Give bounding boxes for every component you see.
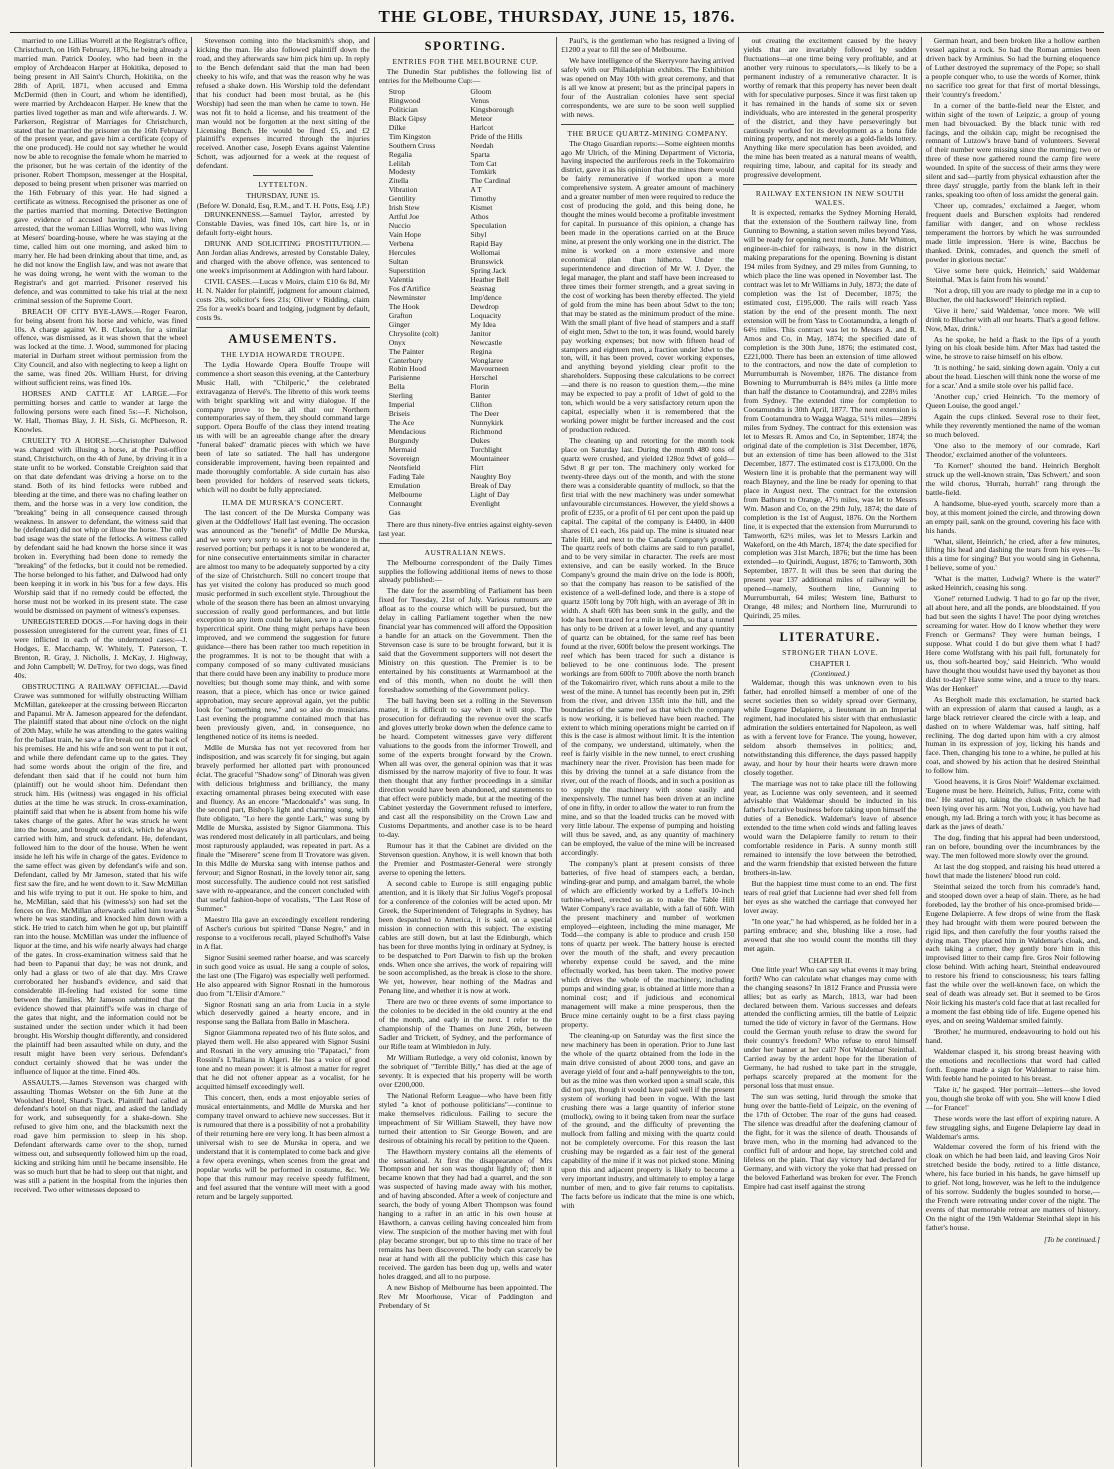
entry-name: Pride of the Hills xyxy=(470,131,523,141)
lydia-heading: THE LYDIA HOWARDE TROUPE. xyxy=(220,349,346,359)
paragraph: 'Take it,' he gasped. 'Her portrait—letters—she loved you, though she broke off with you. She will know I died—for France!' xyxy=(925,1084,1101,1112)
chapter-2-heading: CHAPTER II. xyxy=(808,955,852,965)
entry-name: Seasnag xyxy=(470,283,496,293)
entry-name: The Ace xyxy=(388,418,415,428)
entry-name: Tomkirk xyxy=(470,167,497,177)
paragraph: OBSTRUCTING A RAILWAY OFFICIAL.—David Crawe was summoned for wilfully obstructing William McMillan, gatekeeper at the crossing between Riccarton and Papanui. Mr A. Jameson appeared for the defendant. The plaintiff stated that about nine o'clock on the night of 20th May, while he was attending to the gates waiting for the ballast train, he saw a fire break out at the back of his premises. He and his wife and son went to put it out, and while there defendant came up to the gates. They had some words about the origin of the fire, and defendant then said that if he could not burn him (plaintiff) out he would shoot him. Defendant then struck him. His (witness) was engaged in his official duties at the time he was struck. In cross-examination, plaintiff said that when he is absent from home his wife takes charge of the gates. After he was struck he went into the house, and brought out a stick, which he always carried with him, and struck defendant. He, defendant, followed him to the door of the house. When he went inside he left his wife in charge of the gates. Evidence to the same effect was given by defendant's wife and son. Defendant, called by Mr Jameson, stated that his wife first saw the fire, and he went down to it. Saw McMillan and his wife trying to put it out. He spoke to him, and he, McMillan, said that his (witness's) son had set the fences on fire. McMillan afterwards called him towards where he was standing, and knocked him down with a stick. He tried to catch him when he got up, but plaintiff ran into the house. McMillan was under the influence of liquor at the time, and his wife nearly always had charge of the gates. In cross-examination witness said that he had been to Papanui that day; he was not drunk, and only had a glass or two of ale that day. Mrs Crawe corroborated her husband's evidence, and said that considerable ill-feeling had existed for some time between the families. Mr Jameson submitted that the evidence showed that plaintiff's wife was in charge of the gates that night, and the information could not be sustained under the section under which it had been brought. His Worship thought differently, and considered the plaintiff had been assaulted while on duty, and the result might have been very serious. Defendant's conduct certainly showed that he was under the influence of liquor at the time. Fined 40s. xyxy=(14,681,188,1076)
entry-name: Valentia xyxy=(388,274,414,284)
paragraph: 'Brother,' he murmured, endeavouring to hold out his hand. xyxy=(925,1027,1101,1045)
paragraph: The Otago Guardian reports:—Some eighteen months ago Mr Ulrich, of the Mining Department of Victoria, having inspected the auriferous reefs in the Tokomairiro district, gave it as his opinion that the mines there would be fairly remunerative if worked upon a more comprehensive system. A greater amount of machinery and a greater number of men were required to reduce the cost of producing the gold, and this being done, he thought the mines would become a profitable investment for capital. In pursuance of this opinion, a change has been made in the operations carried on at the Bruce mine, at present the only working one in the district. The mine is worked on a more extensive and more economical plan than hitherto. Under the superintendence and direction of Mr W. J. Dyer, the legal manager, the plant and staff have been increased to three times their former strength, and a great saving in the cost of working has been thereby effected. The yield of gold from the mine has been about 5dwt to the ton; that may be stated as the minimum product of the mine. With the small plant of five head of stampers and a staff of eight men, 5dwt to the ton, it was found, would barely pay working expenses; but now with fifteen head of stampers and eighteen men, a fraction under 3dwt to the ton, will, it has been proved, cover working expenses, and anything beyond yielding clear profit to the shareholders. Supposing these calculations to be correct—and there is no reason to question them,—the mine may be expected to pay a profit of 1dwt of gold to the ton, which would be a very satisfactory return upon the capital, especially when it is remembered that the working power might be further increased and the cost of production reduced. xyxy=(561,138,735,435)
entry-name: Wonglaree xyxy=(470,355,504,365)
masthead: THE GLOBE, THURSDAY, JUNE 15, 1876. xyxy=(378,7,736,26)
entry-name: Heather Bell xyxy=(470,274,509,284)
entry-name: Mendacious xyxy=(388,427,426,437)
entry-name: Modesty xyxy=(388,167,416,177)
railway-heading: RAILWAY EXTENSION IN NEW SOUTH WALES. xyxy=(755,189,905,208)
bruce-mining-heading: THE BRUCE QUARTZ-MINING COMPANY. xyxy=(567,128,728,138)
entry-name: Imp'dence xyxy=(470,292,502,302)
entry-name: Newcastle xyxy=(470,337,503,347)
paragraph: As Bergholt made this exclamation, he started back with an expression of alarm that caused a laugh, as a large black retriever cleared the circle with a leap, and dashed on to where Waldemar was, half sitting, half reclining. The dog darted upon him with a cry almost human in its expression of joy, licking his hands and face. Then, changing his tone to a whine, he pulled at his coat, and showed by his action that he desired Steinthal to follow him. xyxy=(925,694,1101,776)
paragraph: German heart, and been broken like a hollow earthen vessel against a rock. So had the Roman armies been driven back by Arminius. So had the burning eloquence of Luther destroyed the supremacy of the Pope; so shall a people conquer who, to use the words of Korner, think no sacrifice too great for that first of mortal blessings, their 'country's freedom.' xyxy=(925,37,1101,99)
entry-name: The Deer xyxy=(470,409,499,419)
paragraph: Waldemar, though this was unknown even to his father, had enrolled himself a member of one of the secret societies then so widely spread over Germany, while Eugene Delapierre, a lieutenant in an Imperial regiment, had inoculated his sister with that enthusiastic admiration the soldiers entertained for Napoleon, as well as with a fervent love for France. The young, however, seldom absorb themselves in politics; and, notwithstanding this difference, the days passed happily away, and hour by hour their hearts were drawn more closely together. xyxy=(743,678,917,777)
lyttelton-heading: LYTTELTON. xyxy=(258,180,308,190)
paragraph: These words were the last effort of expiring nature. A few struggling sighs, and Eugene Delapierre lay dead in Waldemar's arms. xyxy=(925,1113,1101,1141)
entry-name: Burgundy xyxy=(388,436,419,446)
entry-name: Strop xyxy=(388,86,406,96)
entries-list xyxy=(389,88,552,518)
entry-name: Mountaineer xyxy=(470,453,510,463)
paragraph: As he spoke, he held a flask to the lips of a youth lying on his cloak beside him. After Max had tasted the wine, he strove to raise himself on his elbow. xyxy=(925,334,1101,362)
entry-name: Gloom xyxy=(470,86,492,96)
entry-name: Neotsfield xyxy=(388,462,421,472)
entry-name: Sultan xyxy=(388,257,409,267)
paragraph: Waldemar clasped it, his strong breast heaving with the emotions and recollections that word had called forth. Eugene made a sign for Waldemar to raise him. With feeble hand he pointed to his breast. xyxy=(925,1046,1101,1083)
paragraph: CIVIL CASES.—Lucas v Moirs, claim £10 6s 8d, Mr H. N. Nalder for plaintiff, judgment for amount claimed, costs 20s, solicitor's fees 21s; Oliver v Ridding, claim 25s for a week's board and lodging, judgment by default, costs 9s. xyxy=(196,276,370,322)
paragraph: out creating the excitement caused by the heavy yields that are invariably followed by sudden fluctuations—at one time being very profitable, and at another very ruinous to speculators,—is likely to be a permanent industry of a remunerative character. It is worthy of remark that this property has never been dealt with for speculative purposes. Since it was first taken up it has remained in the hands of some six or seven individuals, who are interested in the general prosperity of the district, and they have perseveringly but cautiously worked for its development as a bona fide mining property, and not merely as a gold-fields lottery. Anything like mere speculation has been avoided, and the mine has been treated as a natural means of wealth, requiring time, labour, and capital for its steady and progressive development. xyxy=(743,37,917,180)
entry-name: Zitella xyxy=(388,176,409,186)
paragraph: ASSAULTS.—James Stevenson was charged with assaulting Thomas Webster on the 6th June at the Woolshed Hotel, Shand's Track. Plaintiff had called at defendant's hotel on that night, and asked the landlady for work, and subsequently for a shake-down. She refused to give him one, and the blacksmith next the road gave him permission to sleep in his shop. Defendant afterwards came over to the shop, turned witness out, and subsequently followed him up the road, kicking and striking him until he became insensible. He was so much hurt that he had to sleep out that night, and was still a patient in the hospital from the injuries then received. Two other witnesses deposed to xyxy=(14,1077,188,1195)
ilma-heading: ILMA DE MURSKA'S CONCERT. xyxy=(222,498,344,508)
sporting-heading: SPORTING. xyxy=(424,39,507,53)
paragraph: BREACH OF CITY BYE-LAWS.—Roger Fearon, for being absent from his horse and vehicle, was fined 10s. A charge against W. B. Clarkson, for a similar offence, was dismissed, as it was shown that the wheel was locked at the time. J. Wood, summoned for placing material in Durham street without permission from the City Council, and also with neglecting to keep a light on the same, was fined 20s. William Hurst, for driving without sufficient reins, was fined 10s. xyxy=(14,306,188,388)
australian-news-heading: AUSTRALIAN NEWS. xyxy=(424,547,507,557)
entry-name: Break of Day xyxy=(470,480,512,490)
paragraph: HORSES AND CATTLE AT LARGE.—For permitting horses and cattle to wander at large the following persons were each fined 5s:—F. Nicholson, W. Hall, Thomas Blay, J. H. Sisls, G. McPherson, R. Knowles. xyxy=(14,389,188,434)
entry-name: Sterling xyxy=(388,391,413,401)
entry-name: Gas xyxy=(388,507,401,517)
entry-name: Speculation xyxy=(470,221,507,231)
entry-name: Bella xyxy=(388,382,405,392)
entry-name: Grafton xyxy=(388,310,413,320)
entry-name: A T xyxy=(470,185,482,195)
entry-name: Mermaid xyxy=(388,445,417,455)
entry-name: Politician xyxy=(388,104,418,114)
paragraph: Stevenson coming into the blacksmith's shop, and kicking the man. He also followed plaintiff down the road, and they afterwards saw him pick him up. In reply to the Bench defendant said that the man had been cheeky to his wife, and that was the reason why he was refused a shake down. His Worship told the defendant that his conduct had been most brutal, as he (his Worship) had seen the man when he came to town. He was not fit to hold a license, and his treatment of the man would not be forgotten at the next sitting of the Licensing Bench. He would be fined £5, and £2 plaintiff's expenses incurred through the injuries received. Another case, Joseph Evans against Valentine Schott, was adjourned for a week at the request of defendant. xyxy=(196,37,370,171)
entry-name: Loquacity xyxy=(470,310,502,320)
paragraph: Paul's, is the gentleman who has resigned a living of £1200 a year to fill the see of Melbourne. xyxy=(561,37,735,54)
entry-name: Kismet xyxy=(470,203,493,213)
entry-name: Richmond xyxy=(470,427,503,437)
divider xyxy=(196,327,369,328)
entries-right xyxy=(470,88,552,518)
divider xyxy=(561,124,734,125)
entry-name: Gentility xyxy=(388,194,416,204)
assault-continued-text xyxy=(196,37,369,171)
entry-name: Vibration xyxy=(388,185,418,195)
divider xyxy=(253,175,313,176)
paragraph: Signor Susini seemed rather hoarse, and was scarcely in such good voice as usual. He sang a couple of solos, the last one (The Figaro) was especially well performed. He also appeared with Signor Rosnati in the humorous duo from "L'Elisir d'Amore." xyxy=(196,952,370,998)
entry-name: Naughty Boy xyxy=(470,471,512,481)
entry-name: Light of Day xyxy=(470,489,510,499)
entry-name: My Idea xyxy=(470,319,496,329)
entry-name: Ringwood xyxy=(388,95,421,105)
entry-name: Artful Joe xyxy=(388,212,420,222)
entry-name: Briseis xyxy=(388,409,410,419)
paragraph: The cleaning up and retorting for the month took place on Saturday last. During the month 480 tons of quartz were crushed, and yielded 128oz 9dwt of gold—5dwt 8 gr per ton. The machinery only worked for twenty-three days out of the month, and with the stone there was a considerable quantity of mullock, so that the first trial with the new machinery was under somewhat unfavourable circumstances. However, the yield shows a profit of £235, or a profit of 61 per cent upon the paid up capital. The capital of the company is £4400, in 4400 shares of £1 each, 16s paid up. The mine is situated near Table Hill, and next to the Canada Company's ground. The quartz reefs of both claims are said to run parallel, and to be very similar in character. The reefs are most extensive, and can be easily worked. In the Bruce Company's ground the main drive on the lode is 800ft, so that the company has reason to be satisfied of the existence of a well-defined lode, and there is a stope of quartz 150ft long by 70ft high, with an average of 3ft in width. A shaft 60ft has been sunk in the gully, and the lode has been traced for a mile in length, so that a tunnel has only to be driven at a lower level, and any quantity of quartz can be obtained, for the same reef has been found at the river, 600ft below the present workings. The reef which has been traced for such a distance is believed to be one continuous lode. The present workings are from 600ft to 700ft above the north branch of the Tokomairiro river, which runs about a mile to the west of the mine. A tunnel has recently been put in, 29ft from the river, and driven 135ft into the hill, and the boundaries of the same reef as that which the company is now working, it is believed have been reached. The extent to which mining operations might be carried on if this is the case is almost without limit. It is the intention of the company, we understand, ultimately, when the reef is fairly visible in the new tunnel, to erect crushing machinery near the river. Provision has been made for this by driving the tunnel at a safe distance from the river, out of the reach of floods, and in such a position as to supply the machinery with stone easily and inexpensively. The tunnel has been driven at an incline of one in fifty, in order to allow the water to run from the mine, and so that the loaded trucks can be moved with very little labour. The expense of pumping and hoisting will thus be saved, and, as any quantity of machinery can be employed, the value of the mine will be increased accordingly. xyxy=(561,436,735,857)
paragraph: The ball having been set a rolling in the Stevenson matter, it is difficult to say when it will stop. The prosecution for defrauding the revenue over the scarfs and gloves utterly broke down when the defence came to be heard. Competent witnesses gave very different valuations to the goods from the informer Trowell, and some of the experts brought forward by the Crown. When all was over, the general opinion was that it was dismissed by the narrow majority of five to four. It was then thought that any further proceedings in a similar direction would have been abandoned, and statements to that effect were publicly made, but at the meeting of the Cabinet yesterday the Government refused to interfere, and cast all the responsibility on the Crown Law and Customs Departments, and another case is to be heard to-day. xyxy=(378,695,553,840)
entries-summary xyxy=(379,521,552,539)
entry-name: Venus xyxy=(470,95,489,105)
entry-name: Onyx xyxy=(388,337,406,347)
paragraph: UNREGISTERED DOGS.—For having dogs in their possession unregistered for the current year, fines of £1 were inflicted in each of the undernoted cases:—J. Hodges, E. Macchamp, W. Whitely, T. Paterson, T. Brenton, R. Gray, J. Nicholls, J. McKay, J. Highway, and John Campbell; W. DeTroy, for two dogs, was fined 40s. xyxy=(14,617,188,680)
australian-news-continued xyxy=(561,37,734,120)
paragraph: The Lydia Howarde Opera Bouffe Troupe will commence a short season this evening, at the Canterbury Music Hall, with "Chilperic," the celebrated extravaganza of Hervé's. The libretto of this work teems with bright sparkling wit and witty dialogue. If the company prove to be all that our Northern contemporaries say of them, they should command large support. Opera Bouffe of the class they intend treating us with will be an agreeable change after the dreary "funeral baked" dramatic pieces with which we have been of late so satiated. The hall has undergone considerable improvement, having been repainted and made thoroughly comfortable. A side curtain has also been provided for holders of reserved seats tickets, which will no doubt be fully appreciated. xyxy=(196,359,370,495)
continued-label: (Continued.) xyxy=(810,669,850,679)
entry-name: Dewdrop xyxy=(470,301,499,311)
divider xyxy=(743,625,916,626)
chapter-1-heading: CHAPTER I. xyxy=(809,659,851,669)
melbourne-cup-heading: ENTRIES FOR THE MELBOURNE CUP. xyxy=(392,57,539,66)
paragraph: This concert, then, ends a most enjoyable series of musical entertainments, and Mdlle de Murska and her company travel onward to achieve new successes. But it is rumoured that there is a possibility of not a probability of their returning here ere very long. It has been almost a universal wish to see de Murska in opera, and we understand that it is contemplated to come back and give a few opera evenings, when scenes from the great and popular works will be performed in costume, &c. We hope that this rumour may receive speedy fulfilment, and feel assured that the venture will meet with a good return and be largely supported. xyxy=(196,1093,370,1201)
entry-name: Emulation xyxy=(388,480,421,490)
paragraph: The cleaning-up on Saturday was the first since the new machinery has been in operation. Prior to June last the whole of the quartz obtained from the lode in the main drive consisted of about 2000 tons, and gave an average yield of four and a-half pennyweights to the ton, but as the mine was then worked upon a small scale, this did not pay, though it would have paid well if the present system of working had been in vogue. With the last crushing there was a large quantity of inferior stone (mullock), owing to it being taken from near the surface of the ground, and the difficulty of preventing the mullock from falling and mixing with the quartz could not be completely overcome. For this reason the last crushing may be regarded as a fair test of the general capability of the mine if it was not picked stone. Mining upon this and adjacent property is likely to become a very important industry, and ultimately to employ a large number of men, and to give fair returns to capitalists. The facts before us indicate that the mine is one which, with xyxy=(561,1030,735,1211)
entries-left xyxy=(389,88,471,518)
paragraph: DRUNK AND SOLICITING PROSTITUTION.—Ann Jordan alias Andrews, arrested by Constable Daley, and charged with the above offence, was sentenced to one week's imprisonment at Addington with hard labour. xyxy=(196,239,370,276)
australian-news-text xyxy=(379,559,552,1311)
lyttelton-date: THURSDAY, JUNE 15. xyxy=(246,191,320,201)
paragraph: 'Not a drop, till you are ready to pledge me in a cup to Blucher, the old hacksword!' Heinrich replied. xyxy=(925,285,1101,304)
railway-text xyxy=(743,209,916,621)
entry-name: Herschel xyxy=(470,373,498,383)
paragraph: A handsome, blue-eyed youth, scarcely more than a boy, at this moment joined the circle, and throwing down an empty pail, sank on the ground, covering his face with his hands. xyxy=(925,498,1101,535)
column-3 xyxy=(375,37,557,1467)
entry-name: Meteor xyxy=(470,113,493,123)
entry-name: Dilke xyxy=(388,122,406,132)
amusements-heading: AMUSEMENTS. xyxy=(228,331,338,346)
entry-name: Kingsborough xyxy=(470,104,514,114)
paragraph: A second cable to Europe is still engaging public attention, and it is likely that Sir Julius Vogel's proposal for a conference of the colonies will be acted upon. Mr Greek, the Superintendent of Telegraphs in Sydney, has been despatched to America, it is said, on a special mission in connection with this subject. The existing cables are still down, but at last the Edinburgh, which has been for three months lying in ordinary at Sydney, is to be despatched to Port Darwin to fish up the broken ends. When once she arrives, the work of repairing will be soon accomplished, as the break is close to the shore. We yet, however, hear nothing of the Madras and Penang line, and whether it is now at work. xyxy=(378,878,553,996)
paragraph: Signor Giammona repeated two of his flute solos, and played them well. He also appeared with Signor Susini and Rosnati in the very amusing trio "Papataci," from Rossini's L'Italiana in Algeri. He has a voice of good tone and no mean power: it is almost a matter for regret that he did not oftener appear as a vocalist, for he acquitted himself exceedingly well. xyxy=(196,1028,370,1092)
paragraph: We have intelligence of the Skerryvore having arrived safely with our Philadelphian exhibits. The Exhibition was opened on May 10th with great ceremony, and that is all we know at present; but as the principal papers in four of the Australian colonies have sent special correspondents, we are sure to be soon well supplied with news. xyxy=(561,55,735,119)
entry-name: Newminster xyxy=(388,292,426,302)
paragraph: Signor Rosnati sang an aria from Lucia in a style which deservedly gained a hearty encore, and in response sang the Ballata from Ballo in Maschera. xyxy=(196,999,370,1027)
entry-name: Chrysolite (colt) xyxy=(388,328,439,338)
entry-name: Torchlight xyxy=(470,445,502,455)
chapter-2-text xyxy=(743,966,916,1192)
paragraph: In a corner of the battle-field near the Elster, and within sight of the town of Leipzic, a group of young men had bivouacked. By the black tunic with red facings, and the oilskin cap, might be recognised the remnant of Lutzow's brave band of volunteers. Several of their number were missing since the morning; two or three of these now gathered round the camp fire were wounded. In spite of the success of their arms they were silent and sad—partly from physical exhaustion after the three days' struggle, partly from the blank left in their ranks, speaking too often of loss amidst the general gain. xyxy=(925,100,1101,200)
literature-heading: LITERATURE. xyxy=(779,630,881,645)
paragraph: 'Another cup,' cried Heinrich. 'To the memory of Queen Louise, the good angel.' xyxy=(925,392,1101,411)
lyttelton-text xyxy=(196,211,369,322)
column-1 xyxy=(10,37,192,1467)
paragraph: 'To Korner!' shouted the band. Heinrich Bergholt struck up the well-known strain, 'Das Schwert,' and soon the wild chorus, 'Hurrah, hurrah!' rang through the battle-field. xyxy=(925,460,1101,497)
entry-name: Wollomai xyxy=(470,248,501,258)
columns xyxy=(10,37,1104,1467)
paragraph: married to one Lillias Worrell at the Registrar's office, Christchurch, on 16th February, 1876, he being already a married man. Patrick Dooley, who had been in the employ of Archdeacon Harper at Hokitika, deposed to being present in All Saint's Church, Hokitika, on the 28th of April, 1871, when accused and Emma McDermid (then in Court, and whom he identified), were married by Archdeacon Harper. He knew that the parties lived together as man and wife afterwards. J. W. Parkerson, Registrar of Marriages for Christchurch, stated that he married the prisoner on the 16th February of the present year, and gave him a certificate (copy of the one produced). He could not say whether he would now be able to recognise the female whom he married to the prisoner, but he was certain of the identity of the prisoner. Robert Thompson, messenger at the Hospital, deposed to being present when prisoner was married on the 16th February of this year. He had signed a certificate as witness. Recognised the prisoner as one of the parties married that morning. Detective Bettington gave evidence of accused having told him, when arrested, that the woman Lillias Worrell, who was living at Mesers' boarding-house, where he was staying at the time, called him out one morning, and asked him to marry her. He had been drinking about that time, and, as he did not know the English law, and was not aware that he was doing wrong, he went with the woman to the Registrar's and got married. Prisoner reserved his defence, and was committed to take his trial at the next criminal session of the Supreme Court. xyxy=(14,37,188,305)
ilma-text xyxy=(196,509,369,1201)
paragraph: Steinthal seized the torch from his comrade's hand, and stooped down over a heap of slain. There, as he had foreboded, lay the brother of his once-promised bride—Eugene Delapierre. A few drops of wine from the flask they had brought with them were poured between the rigid lips, and then carefully the four youths raised the dying man. They placed him in Waldemar's cloak, and, each taking a corner, they gently bore him in this improvised litter to their camp fire. Gros Noir following close behind. With aching heart, Steinthal endeavoured to restore his friend to consciousness; his tears falling fast the while over the well-known face, on which the seal of death was already set. But it seemed to be Gros Noir licking his master's cold face that at last recalled for a moment the fast ebbing tide of life. Eugene opened his eyes, and on seeing Waldemar smiled faintly. xyxy=(925,881,1101,1026)
entry-name: Mavourneen xyxy=(470,364,509,374)
paragraph: Again the cups clinked. Several rose to their feet, while they reverently mentioned the name of the woman so much beloved. xyxy=(925,412,1101,440)
entry-name: The Painter xyxy=(388,346,424,356)
paragraph: At last the dog stopped, and raising his head uttered a howl that made the listeners' blood run cold. xyxy=(925,861,1101,880)
entry-name: Fos d'Artifice xyxy=(388,283,431,293)
column-6 xyxy=(922,37,1104,1467)
paragraph: 'Gone!' returned Ludwig. 'I had to go far up the river, all about here, and all the ponds, are bloodstained. If you had but seen the sights I have! The poor dying wretches screaming for water. How do I know whether they were French or Germans? They were human beings, I suppose. What could I do but give them what I had? Here come Wolfstang with his pail full, fortunately for us, thou soft-hearted boy,' said Heinrich. 'Who would have thought thou wouldst have used thy bayonet as thou didst to-day? Have some wine, and a truce to thy tears. Was der Henker!' xyxy=(925,594,1101,693)
entry-name: Tom Cat xyxy=(470,158,497,168)
melbourne-cup-intro xyxy=(379,68,552,86)
entry-name: Dukes xyxy=(470,436,490,446)
paragraph: The Melbourne correspondent of the Daily Times supplies the following additional items of news to those already published:— xyxy=(378,557,553,585)
entry-name: Evenlight xyxy=(470,498,500,508)
entry-name: Brunswick xyxy=(470,257,504,267)
paragraph: The company's plant at present consists of three batteries, of five head of stampers each, a berdan, winding-gear and pump, and amalgam barrel, the whole of which are efficiently worked by a Leffel's 10-inch turbine-wheel, erected so as to make the Table Hill Water Company's race available, with a fall of 60ft. With the present machinery and number of workmen employed—eighteen, including the mine manager, Mr Todd—the company is able to produce and crush 150 tons of quartz per week. The battery house is erected over the mouth of the shaft, and every precaution whereby expense could be saved, and the mine effectually worked, has been taken. The motive power which drives the whole of the machinery, including pumps and winding gear, is obtained at little more than a nominal cost; and if judicious and economical management will make a mine prosperous, then the Bruce mine certainly ought to be a first class paying property. xyxy=(561,858,735,1029)
entry-name: Rapid Bay xyxy=(470,239,503,249)
entry-name: The Cardinal xyxy=(470,176,511,186)
entry-name: Robin Hood xyxy=(388,364,427,374)
paragraph: There are thus ninety-five entries against eighty-seven last year. xyxy=(378,519,553,538)
entry-name: Janitor xyxy=(470,328,492,338)
column-2 xyxy=(192,37,374,1467)
entry-name: Superstition xyxy=(388,265,426,275)
entry-name: Regalia xyxy=(388,149,412,159)
entry-name: Imperial xyxy=(388,400,415,410)
paragraph: The Dunedin Star publishes the following list of entries for the Melbourne Cup:— xyxy=(378,67,553,85)
paragraph: Rumour has it that the Cabinet are divided on the Stevenson question. Anyhow, it is well known that both the Premier and Postmaster-General were strongly averse to opening the letters. xyxy=(378,841,553,877)
entry-name: Lelilah xyxy=(388,158,411,168)
entry-name: Parisienne xyxy=(388,373,421,383)
entry-name: Spring Jack xyxy=(470,265,507,275)
paragraph: But the happiest time must come to an end. The first tears of real grief that Lucienne had ever shed fell from her eyes as she watched the carriage that conveyed her lover away. xyxy=(743,879,917,915)
entry-name: Athos xyxy=(470,212,489,222)
paragraph: There are two or three events of some importance to the colonies to be decided in the old country at the end of the month, and early in the next. I refer to the championship of the Thames on June 26th, between Sadler and Trickett, of Sydney, and the performance of our Rifle team at Wimbledon in July. xyxy=(378,997,553,1052)
entry-name: Melbourne xyxy=(388,489,423,499)
column-5 xyxy=(739,37,921,1467)
entry-name: Fading Tale xyxy=(388,471,425,481)
paragraph: Waldemar covered the form of his friend with the cloak on which he had been laid, and leaving Gros Noir stretched beside the body, retired to a little distance, where, his face buried in his hands, he gave himself up to grief. Not long, however, was he left to the indulgence of his sorrow. Suddenly the bugles sounded to horse,—the French were retreating under cover of the night. The events of that memorable retreat are matters of history. On the night of the 19th Waldemar Steinthal slept in his father's house. xyxy=(925,1142,1101,1233)
paragraph: DRUNKENNESS.—Samuel Taylor, arrested by Constable Davies, was fined 10s, cart hire 1s, or in default forty-eight hours. xyxy=(196,210,370,238)
entry-name: Hercules xyxy=(388,248,416,258)
entry-name: Needah xyxy=(470,140,494,150)
lyttelton-bench: (Before W. Donald, Esq, R.M., and T. H. Potts, Esq, J.P.) xyxy=(196,201,370,211)
paragraph: The dog, finding that his appeal had been understood, ran on before, bounding over the incumbrances by the way. The men followed more slowly over the ground. xyxy=(925,833,1101,860)
entry-name: Black Gipsy xyxy=(388,113,427,123)
entry-name: Harlcot xyxy=(470,122,494,132)
paragraph: The marriage was not to take place till the following year, as Lucienne was only seventeen, and it seemed advisable that Waldemar should be inducted in his father's lucrative business before taking upon himself the duties of a Benedick. Waldemar's leave of absence extended to the time when cold winds and falling leaves would warn the Delapierre family to return to their comfortable residence in Paris. A sunny month still remained to intensify the love between the betrothed, and the warm friendship that existed between the future brothers-in-law. xyxy=(743,778,917,878)
chapter-1-text xyxy=(743,679,916,954)
column-4 xyxy=(557,37,739,1467)
entry-name: Florin xyxy=(470,382,489,392)
story-title: STRONGER THAN LOVE. xyxy=(782,648,879,658)
masthead-rule xyxy=(10,32,1104,33)
entry-name: Vain Hope xyxy=(388,230,421,240)
paragraph: It is expected, remarks the Sydney Morning Herald, that the extension of the Southern railway line, from Gunning to Bowning, a station seven miles beyond Yass, will be ready for opening next month, June. Mr Whitton, engineer-in-chief for railways, is now in the district making preparations for the opening. Bowning is distant 194 miles from Sydney, and 29 miles from Gunning, to which place the line was opened in November last. The contract was let to Mr Williams in July, 1873; the date of completion was the 1st of December, 1875; the estimated cost, £195,000. The rails will reach Yass station by the end of the present month. The next extension will be from Yass to Cootamundra, a length of 64½ miles. This contract was let to Messrs A. and R. Amos and Co, in May, 1874; the specified date of completion is the 30th June, 1876; the estimated cost, £221,000. There has been an extension of time allowed to the contractors, and now the date of completion to Murrumburrah is November, 1876. The distance from Bowning to Murrumburrah is 84½ miles (a little more than half the distance to Cootamundra), and 228½ miles from Sydney. The extended time for completion to Cootamundra is 30th April, 1877. The next extension is from Cootamundra to Wagga Wagga, 51¼ miles—289¾ miles from Sydney. The contract for this extension was let to Messrs R. Amos and Co, in September, 1874; the original date of the completion is 31st December, 1876, but an extension of time has been allowed to the 31st December, 1877. The estimated cost is £173,000. On the Western line it is probable that the permanent way will reach Blayney, and the line be ready for opening to that place in August next. The contract for the extension from Bathurst to Orange, 47½ miles, was let to Messrs Wm. Mason and Co, on the 29th July, 1874; the date of completion is the 1st of August, 1876. On the Northern line, it is expected that the extension from Murrurundi to Tamworth, 62½ miles, was let to Messrs Larkin and Wakeford, on the 4th March, 1874; the date specified for completion was 31st March, 1876; but the time has been extended—to Quirindi, August, 1876; to Tamworth, 30th September, 1877. It will thus be seen that during the present year 137 additional miles of railway will be opened—namely, Southern line, Gunning to Murrumburrah, 64 miles; Western line, Bathurst to Orange, 48 miles; and Northern line, Murrurundi to Quirindi, 25 miles. xyxy=(743,208,917,621)
entry-name: Sibyl xyxy=(470,230,487,240)
entry-name: Banter xyxy=(470,391,491,401)
entry-name: Canterbury xyxy=(388,355,423,365)
entry-name: Nuccio xyxy=(388,221,411,231)
divider xyxy=(743,184,916,185)
paragraph: The date for the assembling of Parliament has been fixed for Tuesday, 21st of July. Various rumours are afloat as to the course which will be pursued, but the delay in calling Parliament together when the new financial year has commenced will afford the Opposition a handle for an attack on the Government. Then the Stevenson case is sure to be brought forward, but it is said that the Government supporters will not desert the Ministry on this question. The Premier is to be entertained by his constituents at Warrnambool at the end of this month, when no doubt he will then foreshadow something of the Government policy. xyxy=(378,586,553,694)
paragraph: 'Good heavens, it is Gros Noir!' Waldemar exclaimed. 'Eugene must be here. Heinrich, Julius, Fritz, come with me.' He started up, taking the cloak on which he had been lying over his arm. 'Not you, Ludwig, you have had enough, my lad. Bring a torch with you; it has become as dark as the jaws of death.' xyxy=(925,777,1101,832)
entry-name: Sovereign xyxy=(388,453,420,463)
paragraph: 'Give it here,' said Waldemar, 'once more. 'We will drink to Blucher with all our hearts. That's a good fellow. Now, Max, drink.' xyxy=(925,305,1101,333)
to-be-continued: [To be continued.] xyxy=(1043,1235,1101,1244)
entry-name: Clifton xyxy=(470,400,492,410)
entry-name: Timothy xyxy=(470,194,497,204)
divider xyxy=(379,543,552,544)
entry-name: Tim Kingston xyxy=(388,131,431,141)
paragraph: 'One also to the memory of our comrade, Karl Theodor,' exclaimed another of the volunteers. xyxy=(925,440,1101,459)
paragraph: 'Give some here quick, Heinrich,' said Waldemar Steinthal. 'Max is faint from his wound.' xyxy=(925,265,1101,284)
paragraph: 'Cheer up, comrades,' exclaimed a Jaeger, whom frequent duels and Burschen exploits had rendered familiar with danger, and on whose reckless temperament the horrors by which he was surrounded made little impression. 'Here is wine, Bacchus be thanked. Drink, comrades, and quench the smell of powder in glorious nectar.' xyxy=(925,201,1101,264)
entry-name: Regina xyxy=(470,346,492,356)
entry-name: Sparta xyxy=(470,149,490,159)
bruce-mining-text xyxy=(561,140,734,1211)
entry-name: Southern Cross xyxy=(388,140,436,150)
lydia-text xyxy=(196,361,369,495)
entry-name: Connaught xyxy=(388,498,423,508)
paragraph: "In one year," he had whispered, as he folded her in a parting embrace; and she, blushing like a rose, had avowed that she too would count the months till they met again. xyxy=(743,916,917,953)
column-1-text xyxy=(14,37,187,1195)
paragraph: 'What, silent, Heinrich,' he cried, after a few minutes, lifting his head and dashing the tears from his eyes—'Is this a time for singing? But you would sing in Gehenna, I believe, some of you.' xyxy=(925,536,1101,573)
paragraph: Mr William Rutledge, a very old colonist, known by the sobriquet of "Terrible Billy," has died at the age of seventy. It is expected that his property will be worth over £200,000. xyxy=(378,1053,553,1089)
paragraph: CRUELTY TO A HORSE.—Christopher Dalwood was charged with illusing a horse, at the Post-office stand, Christchurch, on the 4th of June, by driving it in a state unfit to be worked. Constable Creighton said that on that date defendant was driving a horse on to the stand. Both of its hind fetlocks were rubbed and bleeding at the time, and there was no chafing leather on them, and the horse was in a very low condition, the "breaking" being in all consequence caused through weakness. In answer to defendant, the witness said that he (defendant) did not whip or illuse the horse. The only bad usage was the state of the fetlocks. A witness called by defendant said he had known the horse since it was broken in. Everything had been done to remedy the "breaking" of the fetlocks, but it could not be remedied. The horse belonged to his father, and Dalwood had only been keeping it in work in his 'bus for a few days. His Worship said that if no remedy could be effected, the horse must not be worked in its present state. The case would be dismissed on payment of witness's expenses. xyxy=(14,435,188,616)
paragraph: A new Bishop of Melbourne has been appointed. The Rev Mr Moorhouse, Vicar of Paddington and Prebendary of St xyxy=(378,1282,553,1310)
entry-name: Flirt xyxy=(470,462,484,472)
paragraph: 'What is the matter, Ludwig? Where is the water?' asked Heinrich, ceasing his song. xyxy=(925,574,1101,593)
chapter-2-continued xyxy=(926,37,1100,1233)
paragraph: The National Reform League—who have been fitly styled "a knot of pothouse politicians"—continue to make themselves ridiculous. Failing to secure the impeachment of Sir William Stawell, they have now turned their attention to Sir George Bowen, and are desirous of obtaining his recall by petition to the Queen. xyxy=(378,1090,553,1145)
paragraph: Mdlle de Murska has not yet recovered from her indisposition, and was scarcely fit for singing, but again bravely performed her allotted part with pronounced éclat. The graceful "Shadow song" of Dinorah was given with delicious brightness and brilliancy, the many exacting ornamental phrases being executed with ease and fluency. As an encore "Macdonald's" was sung. In the second part, Bishop's light and charming song, with flute obligato, "Lo here the gentle Lark," was sung by Mdlle de Murska, assisted by Signor Giammona. This was rendered most delicately in all particulars, and being most rapturously applauded, was repeated in part. As a finale the "Miserere" scene from Il Trovatore was given. In this Mdlle de Murska sang with intense pathos and fervour; and Signor Rosnati, in the lovely tenor air, sang most successfully. The audience could not rest satisfied save with re-appearance, and the concert concluded with that useful fashion-hope of vocalists, "The Last Rose of Summer." xyxy=(196,742,370,913)
paragraph: One little year! Who can say what events it may bring forth? Who can calculate what changes may come with the changing seasons? In 1812 France and Prussia were allies; but as early as March, 1813, war had been declared between them. Various successes and defeats attended the conflicting armies, till the battle of Leipzic turned the tide of victory in favor of the Germans. How could the German youth refuse to draw the sword for their country's freedom? Who refuse to enrol himself under her banner at her call? Not Waldemar Steinthal. Carried away by the ardent hope for the liberation of Germany, he had rushed to take part in the struggle, perhaps scarcely prepared at the moment for the personal loss that must ensue. xyxy=(743,964,917,1091)
entry-name: Nunnykirk xyxy=(470,418,504,428)
entry-name: The Hook xyxy=(388,301,420,311)
paragraph: The last concert of the De Murska Company was given at the Oddfellows' Hall last evening. The occasion was announced as the "benefit" of Mdlle De Murska, and we were very sorry to see a large attendance in the reserved portion; but perhaps it is not to be wondered at, for nine consecutive entertainments similar in character are almost too many to be adequately supported by a city of the size of Christchurch. Still no concert troupe that has yet visited the colony has produced so much good music performed in such excellent style. Throughout the whole of the season there has been an almost unvarying succession of really good performances, and but little exception to any item could be taken, save in a captious hypercritical spirit. One thing might perhaps have been improved, and we commend the suggestion for future guidance—there has been rather too much repetition in the programmes. It is not to be thought that with a company composed of so many cultivated musicians that there could have been any inability to produce more novelties; but though some may think, and with some reason, that a piece, which has once or twice gained approbation, may secure approval again, yet the public look for "something new," and so also do musicians. Last evening the programme contained much that has been previously given, and, in consequence, no lengthened notice of its items is needed. xyxy=(196,508,370,741)
paragraph: The sun was setting, lurid through the smoke that hung over the battle-field of Leipzic, on the evening of the 17th of October. The roar of the guns had ceased. The silence was dreadful after the deafening clamour of the fight, for it was the silence of death. Thousands of brave men, who in the morning had advanced to the conflict full of ardour and hope, lay stretched cold and lifeless on the plain. That day victory had declared for Germany, and with victory the yoke that had pressed on the beloved Fatherland was broken for ever. The French Empire had cast itself against the strong xyxy=(743,1092,917,1191)
paragraph: 'It is nothing,' he said, sinking down again. 'Only a cut about the head. Lieschen will think none the worse of me for a scar.' And a smile stole over his pallid face. xyxy=(925,363,1101,391)
entry-name: Irish Stew xyxy=(388,203,420,213)
paragraph: Maestro Illa gave an exceedingly excellent rendering of Ascher's curious but spirited "Danse Negre," and in response to a vociferous recall, played Schulhoff's Valse in A flat. xyxy=(196,914,370,951)
entry-name: Verbena xyxy=(388,239,414,249)
bruce-mining-continued xyxy=(743,37,916,180)
entry-name: Ginger xyxy=(388,319,410,329)
paragraph: The Hawthorn mystery contains all the elements of the sensational. At first the disappearance of Mrs Thompson and her son was thought lightly of; then it became known that they had had a quarrel, and the son was suspected of having made away with his mother, and of having absconded. After a week of conjecture and search, the body of young Albert Thompson was found hanging to a rafter in an attic in his own house at Hawthorn, a canvas ceiling having concealed him from view. The suspicion of the mother having met with foul play became stronger, but up to this time no trace of her remains has been discovered. The body can scarcely be near at hand with all the publicity which this case has received. The garden has been dug up, wells and water holes dragged, and all to no purpose. xyxy=(378,1146,553,1281)
